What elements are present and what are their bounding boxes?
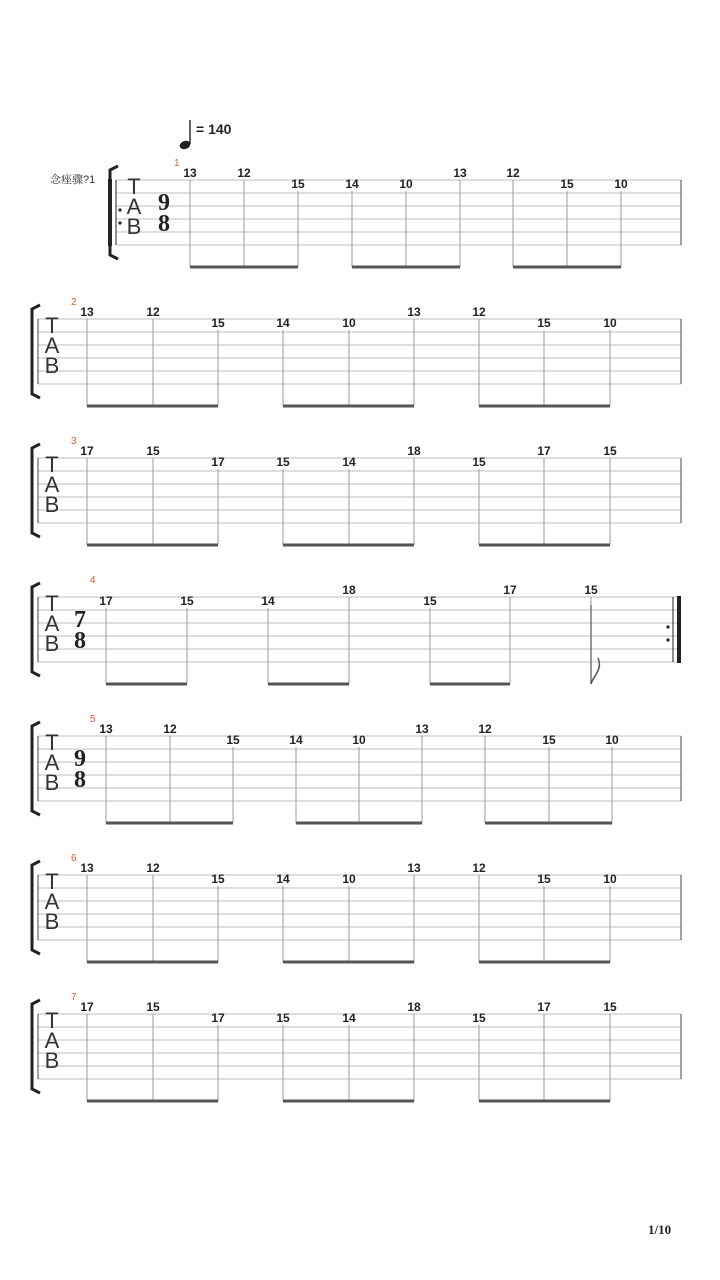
- time-signature-top: 9: [158, 190, 170, 216]
- fret-number: 15: [211, 316, 225, 330]
- repeat-start-thick-bar: [108, 179, 112, 246]
- tab-clef-letter: T: [45, 869, 59, 894]
- tab-clef-letter: T: [45, 591, 59, 616]
- fret-number: 10: [342, 872, 356, 886]
- fret-number: 15: [226, 733, 240, 747]
- fret-number: 17: [211, 1011, 225, 1025]
- fret-number: 12: [163, 722, 177, 736]
- repeat-dot: [118, 221, 121, 224]
- fret-number: 17: [537, 1000, 551, 1014]
- measure-number: 5: [90, 714, 96, 725]
- repeat-dot: [118, 208, 121, 211]
- tab-clef-letter: A: [44, 1028, 60, 1053]
- tab-clef-letter: B: [44, 1048, 60, 1073]
- fret-number: 15: [584, 583, 598, 597]
- fret-number: 15: [146, 1000, 160, 1014]
- measure-number: 6: [71, 853, 77, 864]
- fret-number: 12: [146, 861, 160, 875]
- repeat-dot: [666, 625, 669, 628]
- page-number: 1/10: [648, 1222, 672, 1237]
- fret-number: 10: [603, 316, 617, 330]
- measure-number: 4: [90, 575, 96, 586]
- tab-clef-letter: T: [45, 1008, 59, 1033]
- tab-clef-letter: A: [44, 333, 60, 358]
- fret-number: 14: [289, 733, 303, 747]
- fret-number: 14: [276, 872, 290, 886]
- fret-number: 15: [603, 1000, 617, 1014]
- time-signature-top: 7: [74, 607, 86, 633]
- tab-clef-letter: T: [45, 313, 59, 338]
- tab-clef-letter: A: [44, 472, 60, 497]
- fret-number: 17: [537, 444, 551, 458]
- fret-number: 15: [472, 455, 486, 469]
- tab-clef-letter: A: [44, 611, 60, 636]
- fret-number: 10: [352, 733, 366, 747]
- fret-number: 13: [183, 166, 197, 180]
- fret-number: 17: [80, 444, 94, 458]
- fret-number: 13: [80, 861, 94, 875]
- measure-number: 1: [174, 158, 180, 169]
- fret-number: 14: [261, 594, 275, 608]
- tab-clef-letter: A: [44, 889, 60, 914]
- repeat-end-thick-bar: [677, 596, 681, 663]
- measure-number: 7: [71, 992, 77, 1003]
- fret-number: 15: [537, 872, 551, 886]
- fret-number: 18: [407, 444, 421, 458]
- tab-clef-letter: B: [44, 909, 60, 934]
- measure-number: 3: [71, 436, 77, 447]
- tab-clef-letter: T: [45, 730, 59, 755]
- fret-number: 15: [603, 444, 617, 458]
- fret-number: 15: [537, 316, 551, 330]
- fret-number: 15: [560, 177, 574, 191]
- fret-number: 17: [503, 583, 517, 597]
- time-signature-top: 9: [74, 746, 86, 772]
- tab-clef-letter: B: [44, 631, 60, 656]
- fret-number: 10: [342, 316, 356, 330]
- fret-number: 14: [345, 177, 359, 191]
- tab-clef-letter: A: [44, 750, 60, 775]
- fret-number: 12: [146, 305, 160, 319]
- fret-number: 14: [342, 1011, 356, 1025]
- fret-number: 13: [80, 305, 94, 319]
- tab-clef-letter: B: [44, 492, 60, 517]
- fret-number: 10: [605, 733, 619, 747]
- fret-number: 15: [423, 594, 437, 608]
- tab-clef-letter: T: [127, 174, 141, 199]
- tab-clef-letter: B: [44, 770, 60, 795]
- repeat-dot: [666, 638, 669, 641]
- fret-number: 15: [291, 177, 305, 191]
- track-name: 念痤骤?1: [50, 174, 96, 186]
- fret-number: 12: [472, 305, 486, 319]
- tempo-value: = 140: [196, 121, 232, 137]
- fret-number: 10: [614, 177, 628, 191]
- fret-number: 17: [80, 1000, 94, 1014]
- fret-number: 17: [99, 594, 113, 608]
- fret-number: 17: [211, 455, 225, 469]
- fret-number: 10: [603, 872, 617, 886]
- fret-number: 13: [407, 861, 421, 875]
- fret-number: 15: [146, 444, 160, 458]
- fret-number: 12: [506, 166, 520, 180]
- tab-clef-letter: A: [126, 194, 142, 219]
- fret-number: 15: [276, 455, 290, 469]
- fret-number: 13: [99, 722, 113, 736]
- fret-number: 15: [211, 872, 225, 886]
- measure-number: 2: [71, 297, 77, 308]
- fret-number: 18: [342, 583, 356, 597]
- time-signature-bottom: 8: [158, 211, 170, 237]
- fret-number: 14: [342, 455, 356, 469]
- fret-number: 13: [453, 166, 467, 180]
- fret-number: 13: [407, 305, 421, 319]
- fret-number: 14: [276, 316, 290, 330]
- fret-number: 12: [472, 861, 486, 875]
- fret-number: 15: [542, 733, 556, 747]
- fret-number: 15: [276, 1011, 290, 1025]
- fret-number: 15: [180, 594, 194, 608]
- fret-number: 10: [399, 177, 413, 191]
- tab-clef-letter: B: [44, 353, 60, 378]
- time-signature-bottom: 8: [74, 767, 86, 793]
- fret-number: 18: [407, 1000, 421, 1014]
- tab-clef-letter: B: [126, 214, 142, 239]
- time-signature-bottom: 8: [74, 628, 86, 654]
- fret-number: 12: [237, 166, 251, 180]
- fret-number: 15: [472, 1011, 486, 1025]
- fret-number: 13: [415, 722, 429, 736]
- fret-number: 12: [478, 722, 492, 736]
- tab-clef-letter: T: [45, 452, 59, 477]
